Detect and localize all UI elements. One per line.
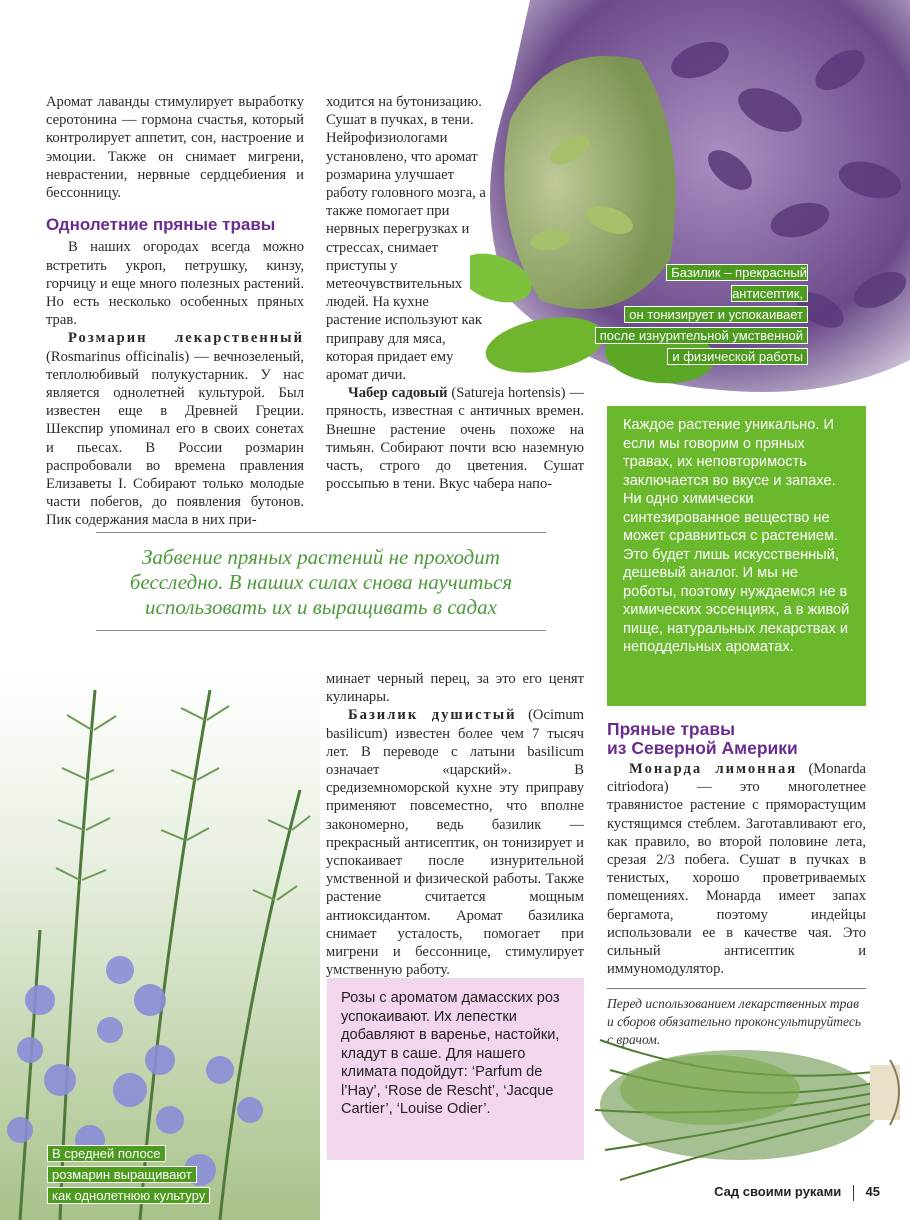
rosemary-photo	[0, 670, 320, 1220]
lavender-paragraph: Аромат лаванды стимулирует выработку серотонина — гормона счастья, который контролирует аппетит, сон, настроение и эмоции. Также он снимает мигрени, неврастении, нервные сердцебиения и бессонницу.	[46, 94, 304, 202]
north-america-heading-line1: Пряные травы	[607, 719, 736, 739]
column-middle-top	[326, 93, 584, 493]
green-info-box	[607, 406, 866, 706]
page-footer	[660, 1184, 880, 1201]
rosemary-caption-line: как однолетнюю культуру	[48, 1188, 209, 1203]
annual-herbs-paragraph: В наших огородах всегда можно встретить укроп, петрушку, кинзу, горчицу и еще много полезных растений. Но есть несколько особенных пряных трав.	[46, 239, 304, 329]
rosemary-caption-line: В средней полосе	[48, 1146, 165, 1161]
footer-divider	[853, 1185, 854, 1201]
pink-info-box	[327, 978, 584, 1160]
savory-description: (Satureja hortensis) — пряность, известная с античных времен. Внешне растение очень похоже на тимьян. Собирают почти всю наземную часть, строго до цветения. Сушат россыпью в тени. Вкус чабера напо-	[326, 385, 584, 493]
column-right	[607, 720, 866, 1049]
basil-paragraph	[326, 706, 584, 979]
savory-paragraph	[326, 384, 584, 493]
rosemary-caption-line: розмарин выращивают	[48, 1167, 196, 1182]
north-america-heading	[607, 720, 866, 758]
warning-text: Перед использованием лекарственных трав и сборов обязательно проконсультируйтесь с врачом.	[607, 996, 862, 1048]
pull-quote-text: Забвение пряных растений не проходит бесследно. В наших силах снова научиться использовать их и выращивать в садах	[129, 545, 513, 619]
north-america-heading-line2: из Северной Америки	[607, 738, 798, 758]
annual-herbs-heading: Однолетние пряные травы	[46, 215, 276, 235]
green-box-text: Каждое растение уникально. И если мы говорим о пряных травах, их неповторимость заключается во вкусе и запахе. Ни одно химически синтезированное вещество не может сравниться с растением. Это будет лишь искусственный, дешевый аналог. И мы не роботы, поэтому нуждаемся не в химических эссенциях, а в живой пище, натуральных лекарствах и неподдельных ароматах.	[623, 417, 850, 655]
rosemary-description: (Rosmarinus officinalis) — вечнозеленый, теплолюбивый полукустарник. У нас является однолетней культурой. Был известен еще в Древней Греции. Шекспир упоминал его в своих сонетах и пьесах. В России розмарин распробовали во времена правления Елизаветы I. Собирают только молодые части побегов, до появления бутонов. Пик содержания масла в них при-	[46, 348, 304, 529]
pink-box-text: Розы с ароматом дамасских роз успокаивают. Их лепестки добавляют в варенье, настойки, кладут в саше. Для нашего климата подойдут: ‘Parfum de l’Hay’, ‘Rose de Rescht’, ‘Jacque Cartier’, ‘Louise Odier’.	[341, 990, 560, 1117]
monarda-description: (Monarda citriodora) — это многолетнее травянистое растение с пряморастущим кустящимся стеблем. Заготавливают его, как правило, во второй половине лета, срезая 2/3 побега. Сушат в пучках в тенистых, хорошо проветриваемых помещениях. Монарда имеет запах бергамота, поэтому индейцы использовали ее в качестве чая. Это сильный антисептик и иммуномодулятор.	[607, 761, 866, 978]
magazine-name: Сад своими руками	[714, 1184, 842, 1199]
rosemary-term: Розмарин лекарственный	[68, 330, 304, 347]
rosemary-paragraph	[46, 329, 304, 529]
basil-caption-line: он тонизирует и успокаивает	[625, 307, 807, 322]
monarda-paragraph	[607, 760, 866, 978]
basil-caption-line: после изнурительной умственной	[596, 328, 807, 343]
monarda-term: Монарда лимонная	[629, 761, 798, 777]
monarda-photo	[590, 1010, 910, 1195]
pull-quote	[96, 532, 546, 631]
column-middle-bottom	[326, 670, 584, 979]
basil-caption-line: Базилик – прекрасный антисептик,	[667, 265, 807, 301]
savory-continuation: минает черный перец, за это его ценят кулинары.	[326, 671, 584, 706]
page-number: 45	[865, 1184, 880, 1199]
savory-term: Чабер садовый	[348, 385, 448, 402]
column-left	[46, 93, 304, 530]
basil-term: Базилик душистый	[348, 707, 517, 724]
basil-description: (Ocimum basilicum) известен более чем 7 тысяч лет. В переводе с латыни basilicum означает «царский». В средиземноморской кухне эту приправу применяют повсеместно, что вполне закономерно, ведь базилик — прекрасный антисептик, он тонизирует и успокаивает после изнурительной умственной и физической работы. Также растение считается мощным антиоксидантом. Аромат базилика снимает усталость, помогает при мигрени и бессоннице, стимулирует умственную работу.	[326, 707, 584, 979]
rosemary-caption	[48, 1143, 209, 1206]
basil-caption-line: и физической работы	[668, 349, 807, 364]
rosemary-continuation: ходится на бутонизацию. Сушат в пучках, в тени. Нейрофизиологами установлено, что аромат розмарина улучшает работу головного мозга, а также помогает при нервных перегрузках и стрессах, снимает приступы у метеочувствительных людей. На кухне растение используют как приправу для мяса, которая придает ему аромат дичи.	[326, 94, 486, 384]
basil-caption	[595, 262, 807, 367]
